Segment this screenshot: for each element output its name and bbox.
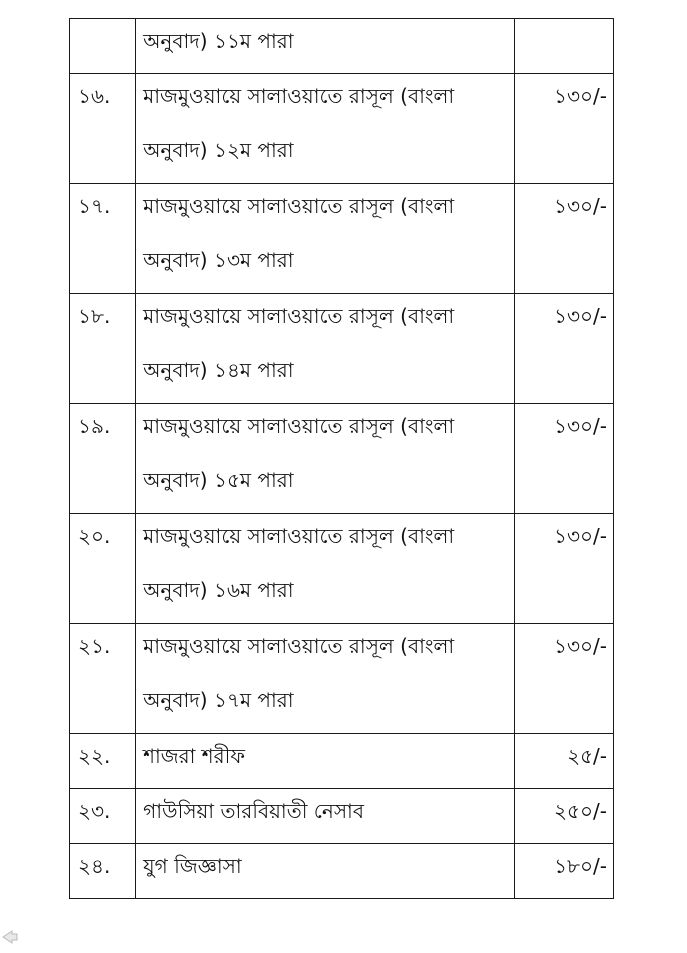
serial-cell bbox=[70, 74, 136, 184]
price-cell bbox=[514, 734, 613, 789]
price-list-table bbox=[69, 18, 614, 899]
left-arrow-icon[interactable] bbox=[2, 929, 18, 945]
price-value: ১৩০/- bbox=[554, 194, 607, 218]
price-cell bbox=[514, 514, 613, 624]
title-cell bbox=[136, 514, 515, 624]
serial-cell bbox=[70, 294, 136, 404]
serial-number: ১৯. bbox=[78, 414, 111, 438]
title-line: অনুবাদ) ১৬ম পারা bbox=[143, 578, 294, 602]
serial-cell bbox=[70, 514, 136, 624]
serial-cell bbox=[70, 789, 136, 844]
serial-number: ২৪. bbox=[78, 854, 111, 878]
title-line: অনুবাদ) ১৭ম পারা bbox=[143, 688, 294, 712]
table-row bbox=[70, 514, 614, 624]
price-value: ২৫/- bbox=[567, 744, 607, 768]
table-row bbox=[70, 624, 614, 734]
title-line: অনুবাদ) ১৩ম পারা bbox=[143, 248, 294, 272]
table-row bbox=[70, 184, 614, 294]
title-line: গাউসিয়া তারবিয়াতী নেসাব bbox=[143, 799, 364, 823]
title-cell bbox=[136, 789, 515, 844]
table-row bbox=[70, 789, 614, 844]
title-cell bbox=[136, 844, 515, 899]
price-value: ১৩০/- bbox=[554, 524, 607, 548]
serial-cell bbox=[70, 184, 136, 294]
price-value: ১৩০/- bbox=[554, 304, 607, 328]
title-line: মাজমুওয়ায়ে সালাওয়াতে রাসূল (বাংলা bbox=[143, 304, 455, 328]
title-line: মাজমুওয়ায়ে সালাওয়াতে রাসূল (বাংলা bbox=[143, 84, 455, 108]
serial-number: ২৩. bbox=[78, 799, 111, 823]
price-cell bbox=[514, 19, 613, 74]
title-cell bbox=[136, 404, 515, 514]
price-value: ১৮০/- bbox=[554, 854, 607, 878]
serial-number: ২০. bbox=[78, 524, 111, 548]
title-cell bbox=[136, 294, 515, 404]
title-cell bbox=[136, 734, 515, 789]
title-cell bbox=[136, 74, 515, 184]
serial-number: ২২. bbox=[78, 744, 111, 768]
price-cell bbox=[514, 184, 613, 294]
price-cell bbox=[514, 624, 613, 734]
price-value: ১৩০/- bbox=[554, 414, 607, 438]
title-line: অনুবাদ) ১১ম পারা bbox=[143, 29, 294, 53]
price-cell bbox=[514, 294, 613, 404]
title-cell bbox=[136, 624, 515, 734]
price-value: ১৩০/- bbox=[554, 634, 607, 658]
serial-cell bbox=[70, 844, 136, 899]
serial-cell bbox=[70, 734, 136, 789]
serial-cell bbox=[70, 19, 136, 74]
table-row bbox=[70, 294, 614, 404]
price-cell bbox=[514, 404, 613, 514]
table-row bbox=[70, 404, 614, 514]
title-cell bbox=[136, 184, 515, 294]
price-cell bbox=[514, 789, 613, 844]
serial-number: ১৭. bbox=[78, 194, 111, 218]
serial-number: ১৬. bbox=[78, 84, 111, 108]
serial-cell bbox=[70, 624, 136, 734]
serial-number: ২১. bbox=[78, 634, 111, 658]
title-line: অনুবাদ) ১৪ম পারা bbox=[143, 358, 294, 382]
table-row bbox=[70, 844, 614, 899]
title-line: মাজমুওয়ায়ে সালাওয়াতে রাসূল (বাংলা bbox=[143, 524, 455, 548]
serial-number: ১৮. bbox=[78, 304, 111, 328]
price-value: ২৫০/- bbox=[554, 799, 607, 823]
title-line: অনুবাদ) ১৫ম পারা bbox=[143, 468, 294, 492]
table-row bbox=[70, 19, 614, 74]
title-line: মাজমুওয়ায়ে সালাওয়াতে রাসূল (বাংলা bbox=[143, 194, 455, 218]
title-line: মাজমুওয়ায়ে সালাওয়াতে রাসূল (বাংলা bbox=[143, 634, 455, 658]
table-row bbox=[70, 74, 614, 184]
table-row bbox=[70, 734, 614, 789]
title-line: শাজরা শরীফ bbox=[143, 744, 245, 768]
price-value: ১৩০/- bbox=[554, 84, 607, 108]
title-line: মাজমুওয়ায়ে সালাওয়াতে রাসূল (বাংলা bbox=[143, 414, 455, 438]
title-line: অনুবাদ) ১২ম পারা bbox=[143, 138, 294, 162]
title-cell bbox=[136, 19, 515, 74]
price-cell bbox=[514, 844, 613, 899]
serial-cell bbox=[70, 404, 136, 514]
title-line: যুগ জিজ্ঞাসা bbox=[143, 854, 242, 878]
price-cell bbox=[514, 74, 613, 184]
